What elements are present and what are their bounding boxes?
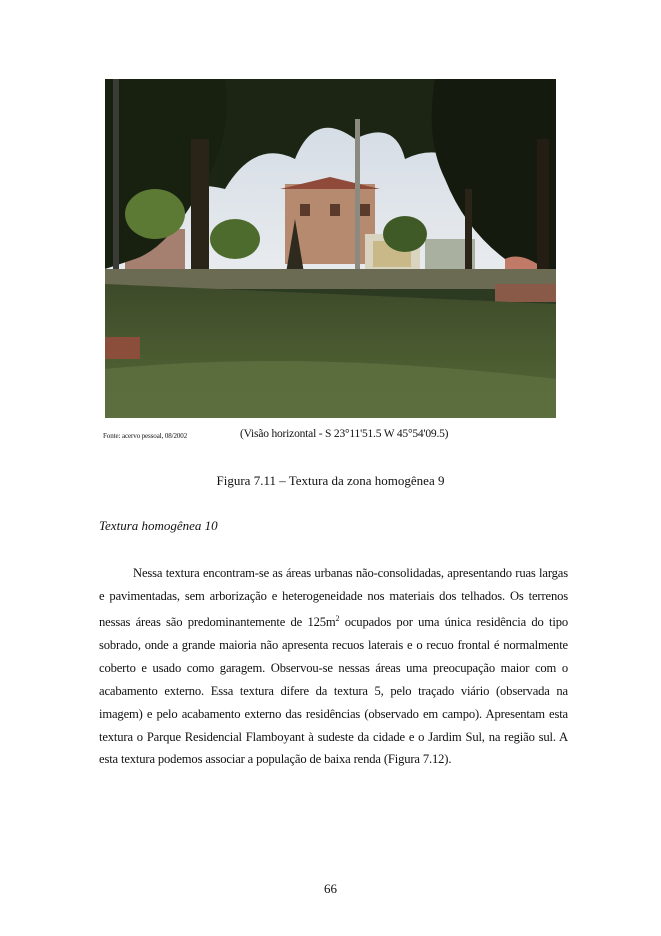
body-paragraph bbox=[99, 562, 568, 771]
park-photo bbox=[105, 79, 556, 418]
paragraph-text-part1: Nessa textura encontram-se as áreas urbanas não-consolidadas, apresentando ruas largas e pavimentadas, sem arborização e heterogeneidade nos materiais dos telhados. Os terrenos nessas áreas são predominantemente de 125m bbox=[99, 566, 568, 629]
paragraph-text-part2: ocupados por uma única residência do tipo sobrado, onde a grande maioria não apresenta recuos laterais e o recuo frontal é normalmente coberto e usado como garagem. Observou-se nessas áreas uma preocupação maior com o acabamento externo. Essa textura difere da textura 5, pelo traçado viário (observada na imagem) e pelo acabamento externo das residências (observado em campo). Apresentam esta textura o Parque Residencial Flamboyant à sudeste da cidade e o Jardim Sul, na região sul. A esta textura podemos associar a população de baixa renda (Figura 7.12). bbox=[99, 615, 569, 767]
section-heading: Textura homogênea 10 bbox=[99, 518, 218, 533]
figure-caption-row bbox=[103, 427, 563, 443]
superscript-exponent: 2 bbox=[335, 613, 340, 623]
photo-coordinates-note: (Visão horizontal - S 23°11'51.5 W 45°54'09.5) bbox=[240, 428, 449, 440]
figure-title: Figura 7.11 – Textura da zona homogênea 9 bbox=[216, 473, 445, 488]
page-number: 66 bbox=[324, 881, 337, 896]
photo-source-note: Fonte: acervo pessoal, 08/2002 bbox=[103, 432, 188, 440]
